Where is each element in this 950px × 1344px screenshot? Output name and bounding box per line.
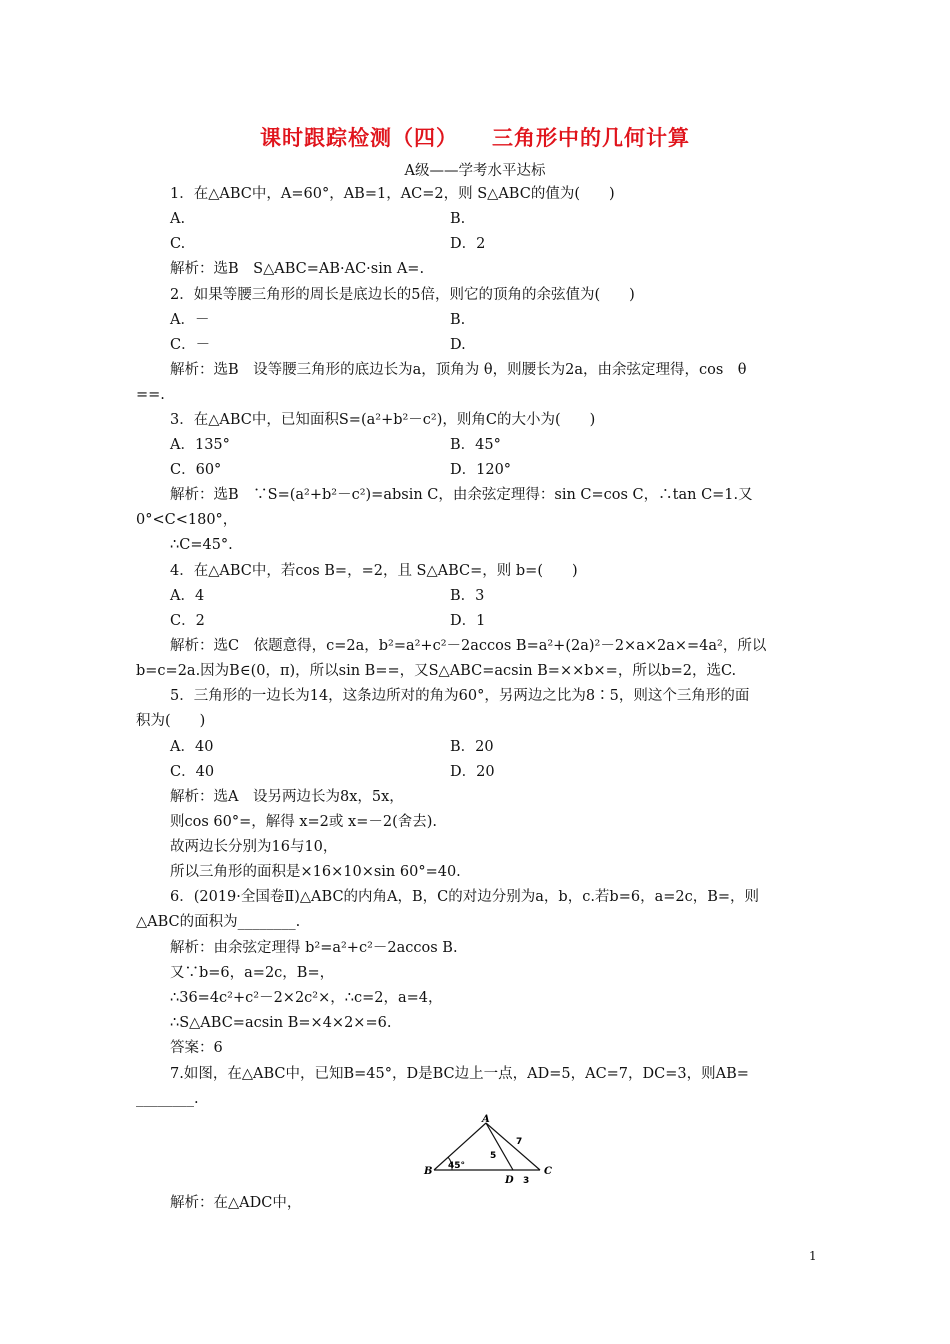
section-subtitle: A级——学考水平达标: [404, 163, 546, 179]
q5-option-a: A．40: [170, 739, 214, 755]
label-dc: 3: [523, 1176, 530, 1186]
page-number: 1: [809, 1249, 817, 1263]
q5-solution-1: 解析：选A 设另两边长为8x，5x，: [170, 789, 404, 805]
q6-solution-2: 又∵b=6，a=2c，B=，: [170, 965, 335, 981]
label-ac: 7: [516, 1137, 523, 1147]
edge-ac: [486, 1123, 540, 1170]
q1-option-d: D．2: [450, 236, 486, 252]
label-b: B: [424, 1166, 433, 1177]
question-7-cont: ________.: [136, 1091, 199, 1107]
q5-solution-2: 则cos 60°=，解得 x=2或 x=－2(舍去).: [170, 814, 437, 830]
q2-solution-cont: ==.: [136, 387, 165, 403]
q2-option-a: A．－: [170, 312, 210, 328]
question-4: 4．在△ABC中，若cos B=，=2，且 S△ABC=，则 b=( ): [170, 563, 578, 579]
q6-solution-4: ∴S△ABC=acsin B=×4×2×=6.: [170, 1015, 392, 1031]
q4-option-c: C．2: [170, 613, 205, 629]
q3-option-a: A．135°: [170, 437, 230, 453]
q1-option-a: A.: [170, 211, 186, 227]
question-7: 7.如图，在△ABC中，已知B=45°，D是BC边上一点，AD=5，AC=7，DC=3，则AB=: [170, 1066, 749, 1082]
label-c: C: [544, 1166, 552, 1177]
q1-option-b: B.: [450, 211, 466, 227]
q3-option-b: B．45°: [450, 437, 501, 453]
question-5-cont: 积为( ): [136, 713, 206, 729]
q4-option-b: B．3: [450, 588, 485, 604]
question-3: 3．在△ABC中，已知面积S=(a²+b²－c²)，则角C的大小为( ): [170, 412, 596, 428]
page-title: [0, 122, 950, 152]
question-5: 5．三角形的一边长为14，这条边所对的角为60°，另两边之比为8∶5，则这个三角形的面: [170, 688, 750, 704]
edge-ad: [486, 1123, 513, 1170]
question-6: 6．(2019·全国卷Ⅱ)△ABC的内角A，B，C的对边分别为a，b，c.若b=6，a=2c，B=，则: [170, 889, 760, 905]
label-d: D: [505, 1175, 514, 1186]
q2-option-b: B.: [450, 312, 466, 328]
q3-solution-cont: 0°<C<180°，: [136, 512, 238, 528]
q3-option-c: C．60°: [170, 462, 222, 478]
title-topic: 三角形中的几何计算: [492, 126, 690, 150]
q6-answer: 答案：6: [170, 1040, 223, 1056]
q5-option-d: D．20: [450, 764, 495, 780]
q3-solution-end: ∴C=45°.: [170, 537, 233, 553]
q3-solution: 解析：选B ∵S=(a²+b²－c²)=absin C，由余弦定理得：sin C=cos C，∴tan C=1.又: [170, 487, 753, 503]
triangle-figure: [420, 1110, 560, 1190]
q2-solution: 解析：选B 设等腰三角形的底边长为a，顶角为 θ，则腰长为2a，由余弦定理得，cos θ: [170, 362, 747, 378]
q4-option-a: A．4: [170, 588, 205, 604]
q2-option-d: D.: [450, 337, 466, 353]
q1-option-c: C.: [170, 236, 186, 252]
q5-option-c: C．40: [170, 764, 215, 780]
q5-solution-3: 故两边长分别为16与10，: [170, 839, 338, 855]
q3-option-d: D．120°: [450, 462, 512, 478]
label-angle: 45°: [448, 1161, 466, 1171]
q4-solution-cont: b=c=2a.因为B∈(0，π)，所以sin B==，又S△ABC=acsin B=××b×=，所以b=2，选C.: [136, 663, 737, 679]
label-ad: 5: [490, 1151, 497, 1161]
question-2: 2．如果等腰三角形的周长是底边长的5倍，则它的顶角的余弦值为( ): [170, 287, 635, 303]
q5-option-b: B．20: [450, 739, 494, 755]
label-a: A: [482, 1114, 490, 1125]
title-main: 课时跟踪检测（四）: [260, 126, 458, 150]
q2-option-c: C．－: [170, 337, 211, 353]
q6-solution-3: ∴36=4c²+c²－2×2c²×，∴c=2，a=4，: [170, 990, 443, 1006]
q5-solution-4: 所以三角形的面积是×16×10×sin 60°=40.: [170, 864, 461, 880]
question-6-cont: △ABC的面积为________.: [136, 914, 301, 930]
q4-option-d: D．1: [450, 613, 486, 629]
q6-solution-1: 解析：由余弦定理得 b²=a²+c²－2accos B.: [170, 940, 458, 956]
q7-solution-1: 解析：在△ADC中，: [170, 1195, 302, 1211]
q1-solution: 解析：选B S△ABC=AB·AC·sin A=.: [170, 261, 425, 277]
q4-solution: 解析：选C 依题意得，c=2a，b²=a²+c²－2accos B=a²+(2a)²－2×a×2a×=4a²，所以: [170, 638, 767, 654]
question-1: 1．在△ABC中，A=60°，AB=1，AC=2，则 S△ABC的值为( ): [170, 186, 615, 202]
